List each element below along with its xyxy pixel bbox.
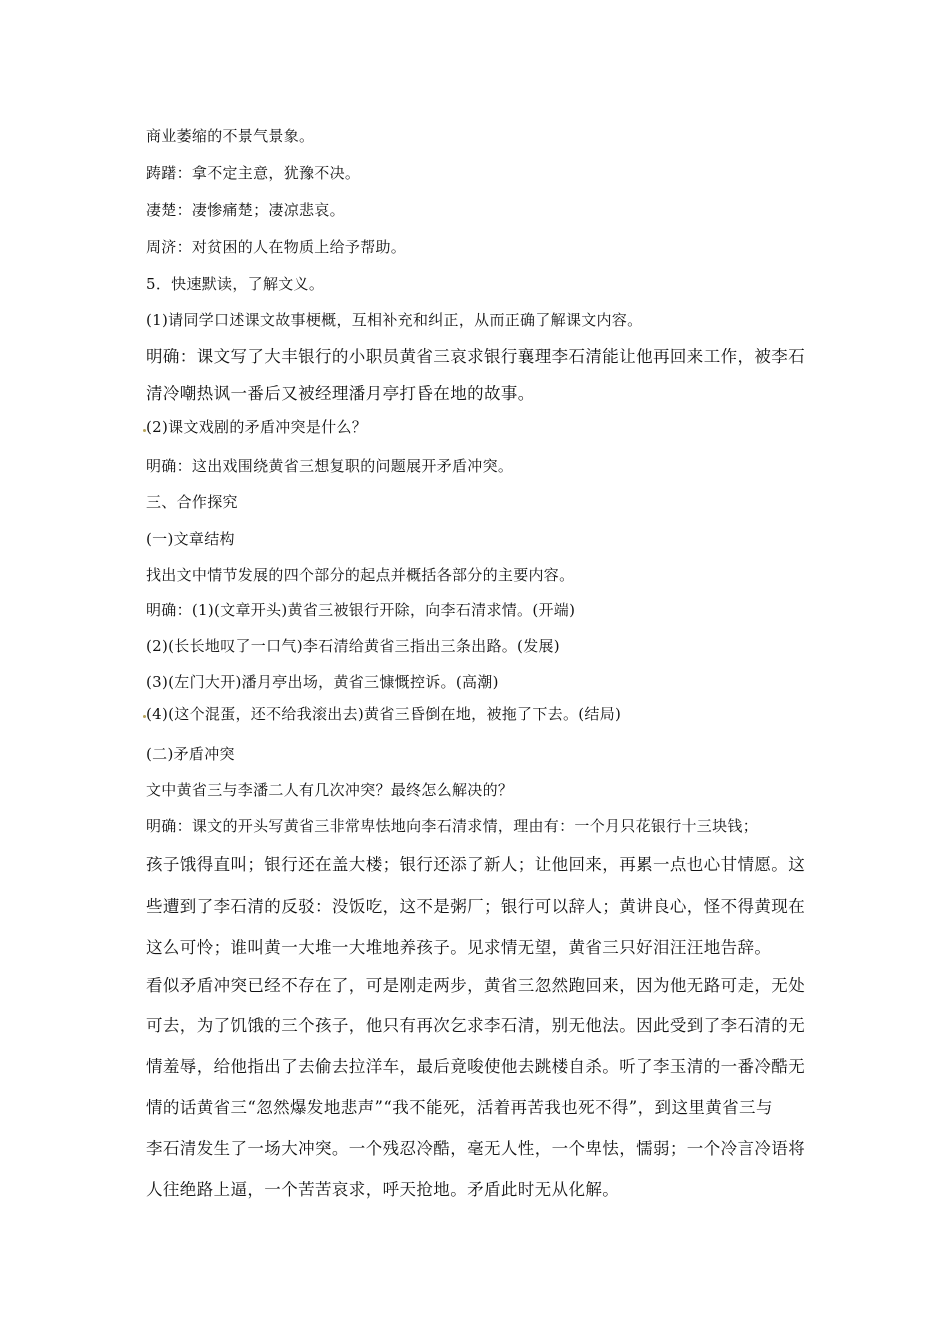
text-line: 孩子饿得直叫；银行还在盖大楼；银行还添了新人；让他回来，再累一点也心甘情愿。这 (146, 855, 806, 874)
text-line: 凄楚：凄惨痛楚；凄凉悲哀。 (146, 201, 345, 219)
text-line: 可去，为了饥饿的三个孩子，他只有再次乞求李石清，别无他法。因此受到了李石清的无 (146, 1016, 806, 1035)
text-line: 些遭到了李石清的反驳：没饭吃，这不是粥厂；银行可以辞人；黄讲良心，怪不得黄现在 (146, 897, 806, 916)
text-line: 明确：(1)(文章开头)黄省三被银行开除，向李石清求情。(开端) (146, 601, 576, 619)
text-line: 5．快速默读，了解文义。 (146, 275, 325, 293)
text-line: (3)(左门大开)潘月亭出场，黄省三慷慨控诉。(高潮) (146, 673, 499, 691)
text-line: 明确：课文的开头写黄省三非常卑怯地向李石清求情，理由有：一个月只花银行十三块钱； (146, 817, 759, 835)
text-line: 情的话黄省三“忽然爆发地悲声”“我不能死，活着再苦我也死不得”，到这里黄省三与 (146, 1098, 773, 1117)
subsection-heading: (一)文章结构 (146, 530, 235, 548)
text-line: 找出文中情节发展的四个部分的起点并概括各部分的主要内容。 (146, 566, 575, 584)
text-line: 周济：对贫困的人在物质上给予帮助。 (146, 238, 407, 256)
text-line: 情羞辱，给他指出了去偷去拉洋车，最后竟唆使他去跳楼自杀。听了李玉清的一番冷酷无 (146, 1057, 806, 1076)
text-line: 清冷嘲热讽一番后又被经理潘月亭打昏在地的故事。 (146, 384, 535, 403)
text-line: 文中黄省三与李潘二人有几次冲突？最终怎么解决的？ (146, 781, 514, 799)
subsection-heading: (二)矛盾冲突 (146, 745, 235, 763)
text-line: (1)请同学口述课文故事梗概，互相补充和纠正，从而正确了解课文内容。 (146, 311, 643, 329)
text-line: (2)(长长地叹了一口气)李石清给黄省三指出三条出路。(发展) (146, 637, 560, 655)
text-line: (2)课文戏剧的矛盾冲突是什么？ (146, 418, 368, 436)
text-line: 人往绝路上逼，一个苦苦哀求，呼天抢地。矛盾此时无从化解。 (146, 1180, 620, 1199)
text-line: 李石清发生了一场大冲突。一个残忍冷酷，毫无人性，一个卑怯，懦弱；一个冷言冷语将 (146, 1139, 806, 1158)
section-heading: 三、合作探究 (146, 493, 238, 511)
text-line: 商业萎缩的不景气景象。 (146, 127, 315, 145)
text-line: 明确：课文写了大丰银行的小职员黄省三哀求银行襄理李石清能让他再回来工作，被李石 (146, 347, 806, 366)
text-line: 踌躇：拿不定主意，犹豫不决。 (146, 164, 361, 182)
text-line: 看似矛盾冲突已经不存在了，可是刚走两步，黄省三忽然跑回来，因为他无路可走，无处 (146, 976, 806, 995)
text-line: (4)(这个混蛋，还不给我滚出去)黄省三昏倒在地，被拖了下去。(结局) (146, 705, 622, 723)
text-line: 这么可怜；谁叫黄一大堆一大堆地养孩子。见求情无望，黄省三只好泪汪汪地告辞。 (146, 938, 772, 957)
text-line: 明确：这出戏围绕黄省三想复职的问题展开矛盾冲突。 (146, 457, 514, 475)
